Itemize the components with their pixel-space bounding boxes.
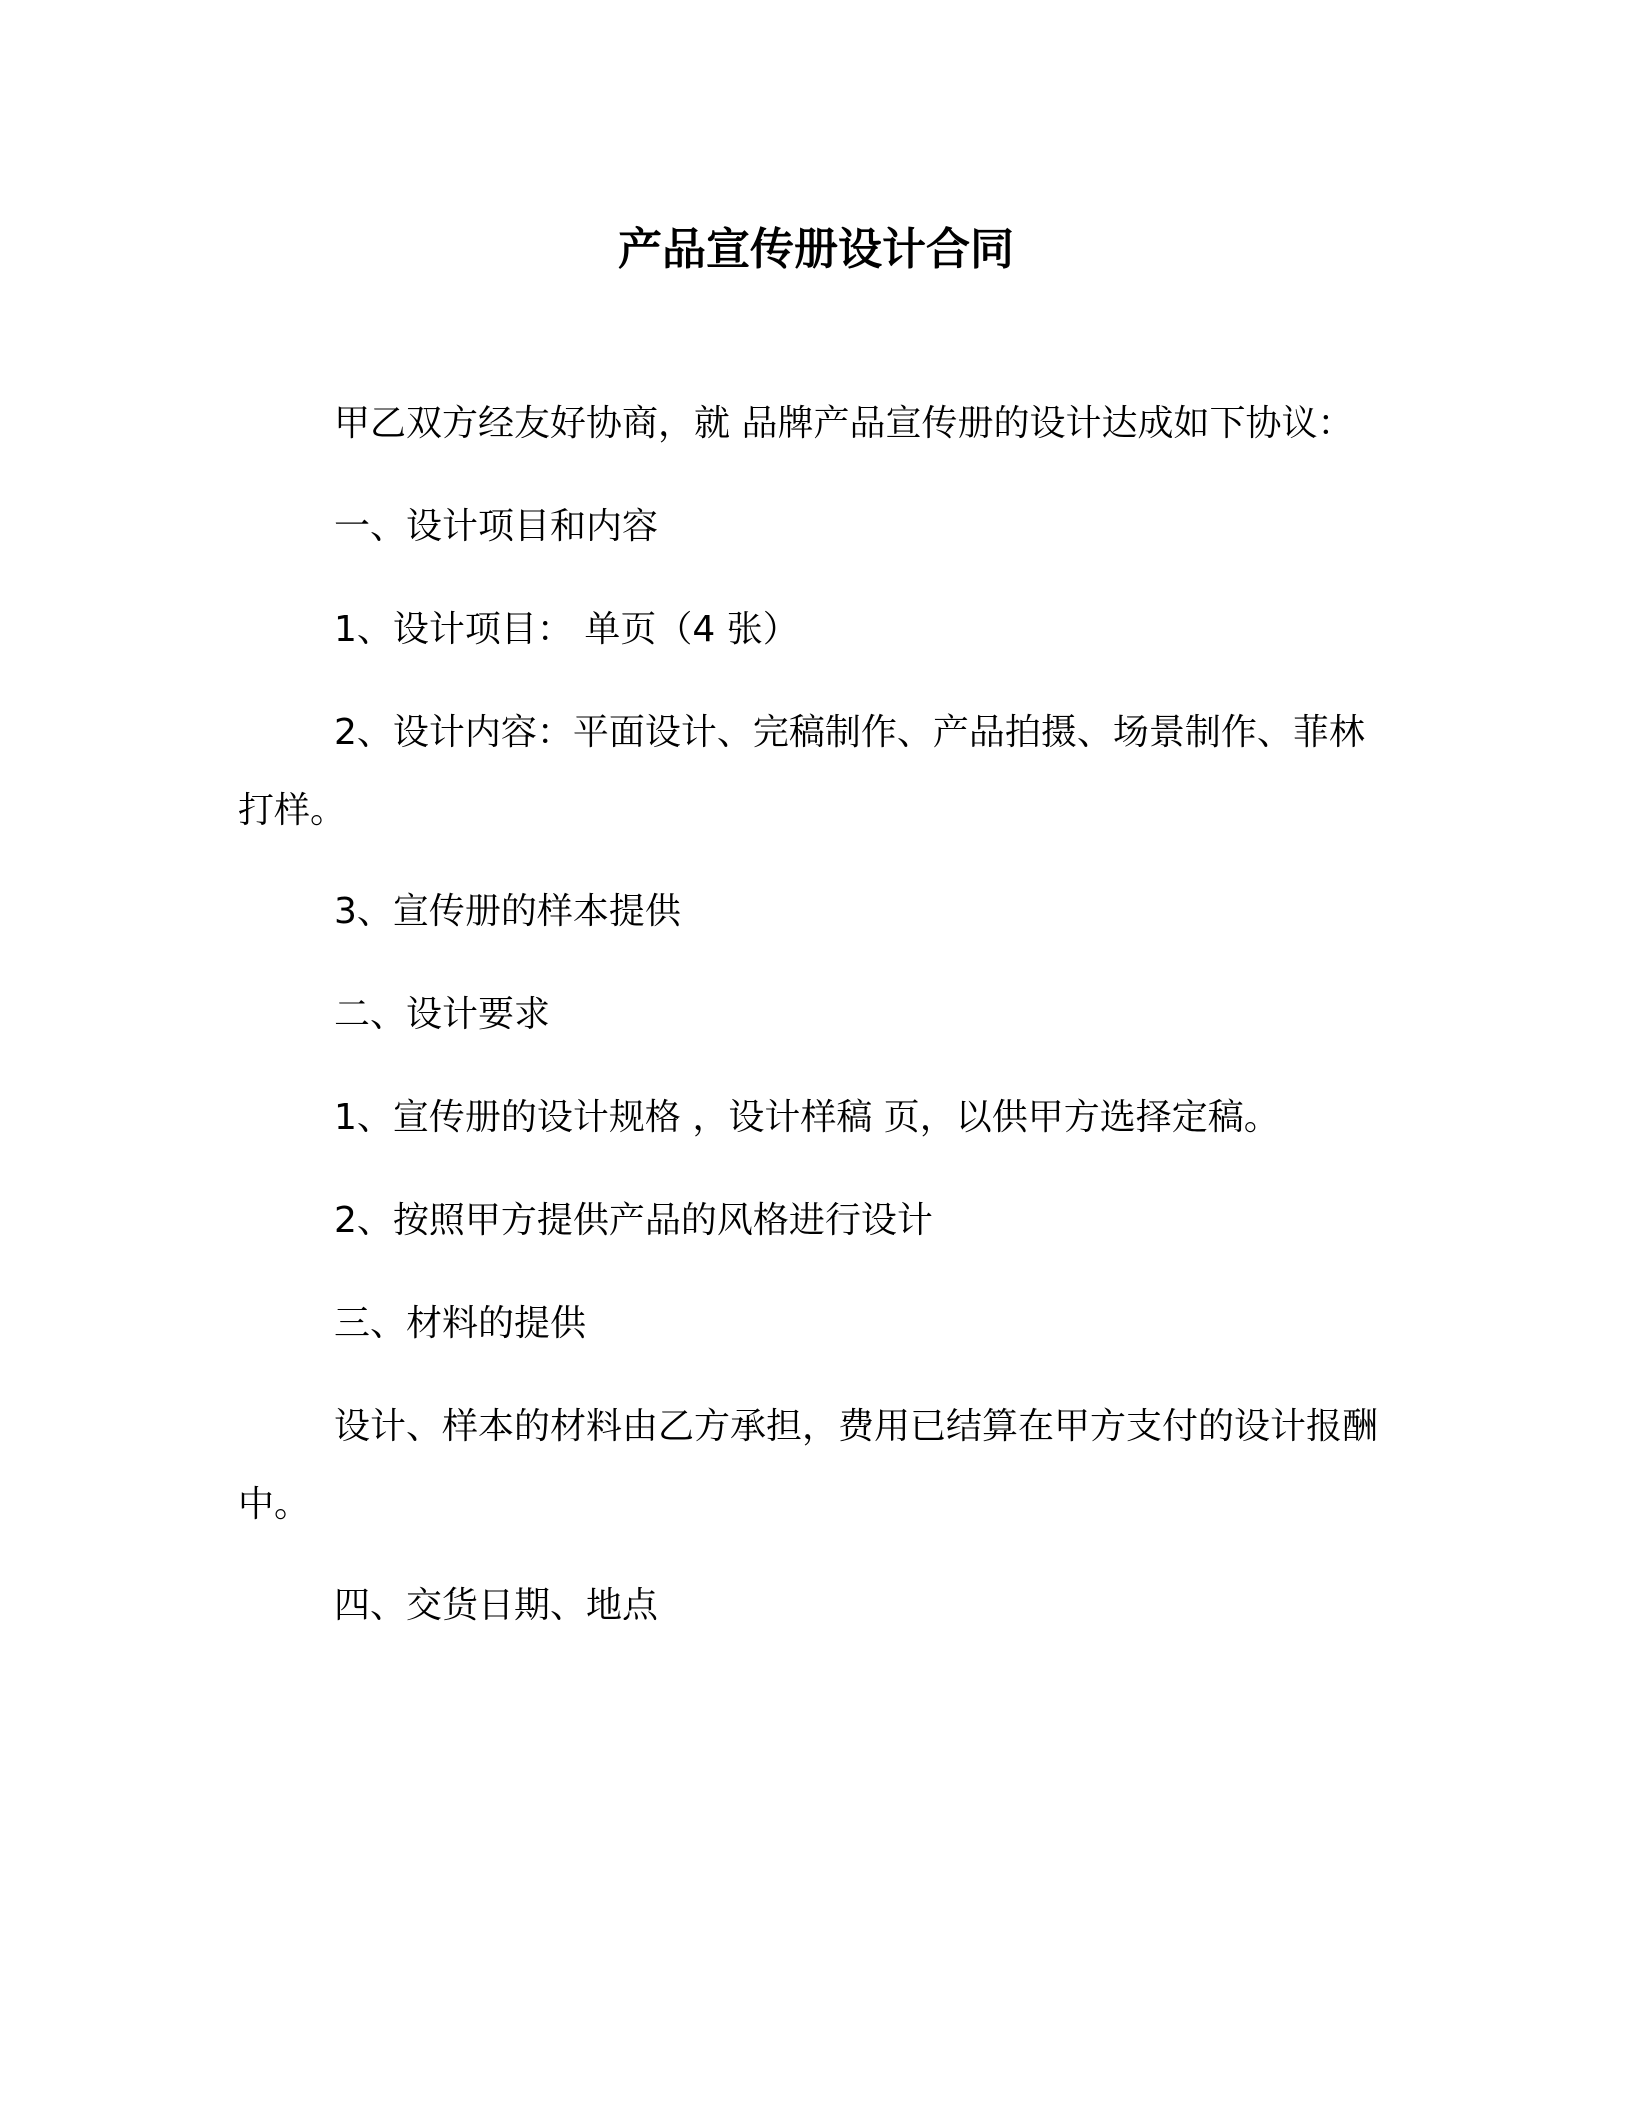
- section-1-item-2: 2、设计内容：平面设计、完稿制作、产品拍摄、场景制作、菲林打样。: [238, 712, 1365, 831]
- section-1-item-3: 3、宣传册的样本提供: [334, 891, 681, 932]
- section-2-item-1: 1、宣传册的设计规格 ，设计样稿 页，以供甲方选择定稿。: [334, 1097, 1280, 1138]
- section-2-heading: 二、设计要求: [334, 994, 551, 1035]
- section-3-heading: 三、材料的提供: [334, 1303, 587, 1344]
- section-3-body: 设计、样本的材料由乙方承担，费用已结算在甲方支付的设计报酬中。: [238, 1406, 1379, 1525]
- section-1-heading: 一、设计项目和内容: [334, 506, 659, 547]
- document-title: 产品宣传册设计合同: [618, 224, 1014, 275]
- section-2-item-2: 2、按照甲方提供产品的风格进行设计: [334, 1200, 933, 1241]
- section-1-item-1: 1、设计项目： 单页（4 张）: [334, 609, 799, 650]
- section-4-heading: 四、交货日期、地点: [334, 1585, 659, 1626]
- intro-paragraph: 甲乙双方经友好协商，就 品牌产品宣传册的设计达成如下协议：: [334, 403, 1354, 444]
